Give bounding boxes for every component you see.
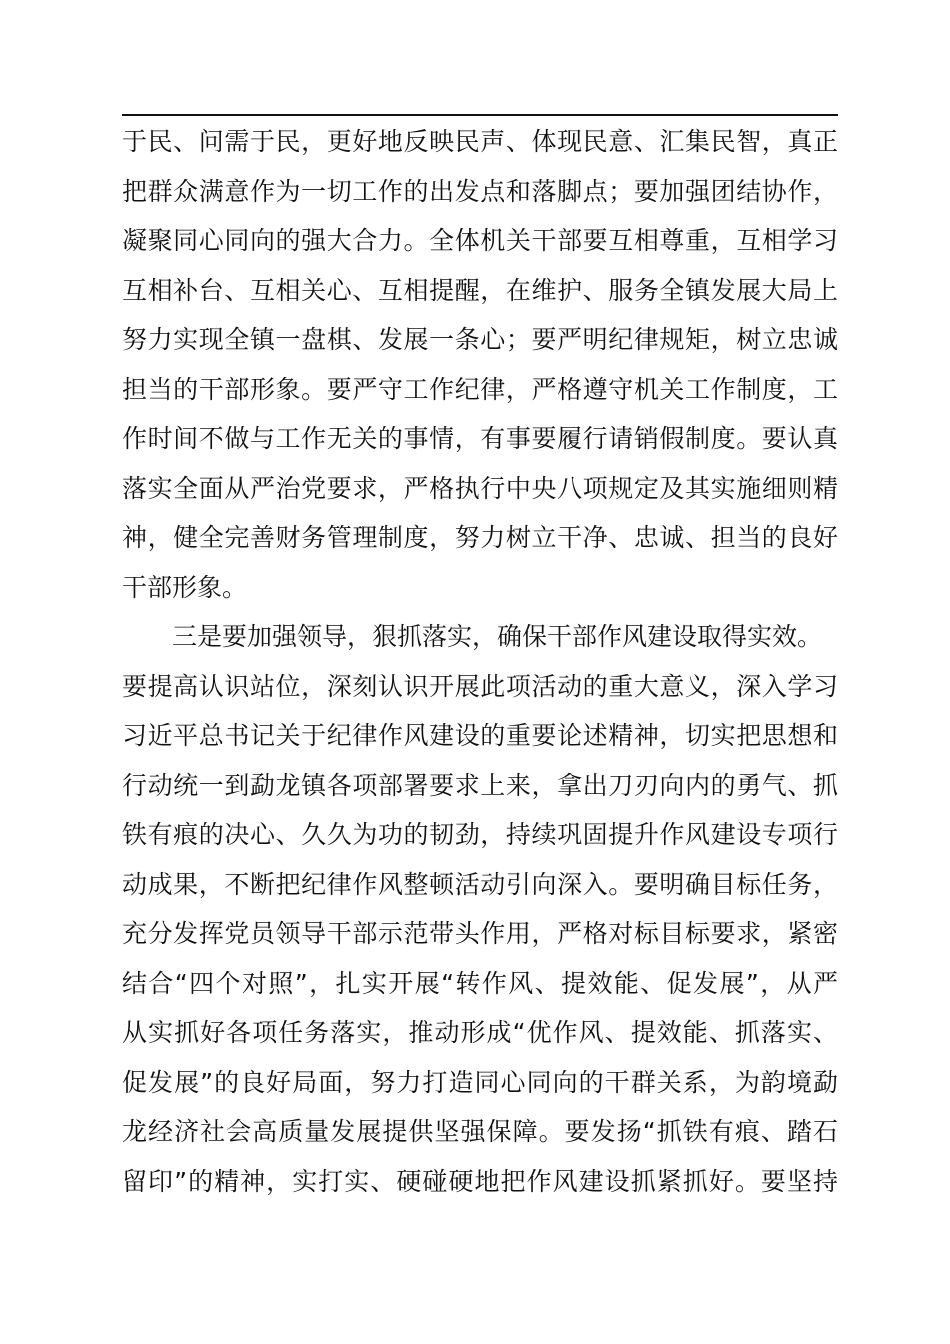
header-rule — [122, 114, 838, 116]
text-line: 要提高认识站位，深刻认识开展此项活动的重大意义，深入学习 — [122, 671, 838, 701]
text-line: 从实抓好各项任务落实，推动形成“优作风、提效能、抓落实、 — [122, 1018, 838, 1047]
text-line: 凝聚同心同向的强大合力。全体机关干部要互相尊重，互相学习 — [122, 226, 838, 255]
text-line: 龙经济社会高质量发展提供坚强保障。要发扬“抓铁有痕、踏石 — [122, 1117, 838, 1146]
text-line: 习近平总书记关于纪律作风建设的重要论述精神，切实把思想和 — [122, 721, 838, 750]
text-line: 互相补台、互相关心、互相提醒，在维护、服务全镇发展大局上 — [122, 275, 838, 305]
text-line: 铁有痕的决心、久久为功的韧劲，持续巩固提升作风建设专项行 — [122, 820, 838, 849]
text-line: 留印”的精神，实打实、硬碰硬地把作风建设抓紧抓好。要坚持 — [122, 1166, 838, 1196]
text-line: 促发展”的良好局面，努力打造同心同向的干群关系，为韵境勐 — [122, 1067, 838, 1097]
text-line: 神，健全完善财务管理制度，努力树立干净、忠诚、担当的良好 — [122, 523, 838, 552]
body-text — [122, 117, 838, 1206]
text-line: 行动统一到勐龙镇各项部署要求上来，拿出刀刃向内的勇气、抓 — [122, 770, 838, 800]
text-line: 动成果，不断把纪律作风整顿活动引向深入。要明确目标任务， — [122, 869, 838, 899]
text-line: 于民、问需于民，更好地反映民声、体现民意、汇集民智，真正 — [122, 127, 838, 156]
text-line: 落实全面从严治党要求，严格执行中央八项规定及其实施细则精 — [122, 473, 838, 503]
text-line: 把群众满意作为一切工作的出发点和落脚点；要加强团结协作， — [122, 176, 838, 206]
text-line: 努力实现全镇一盘棋、发展一条心；要严明纪律规矩，树立忠诚 — [122, 325, 838, 354]
text-line: 担当的干部形象。要严守工作纪律，严格遵守机关工作制度，工 — [122, 374, 838, 404]
text-line: 结合“四个对照”，扎实开展“转作风、提效能、促发展”，从严 — [122, 968, 838, 998]
text-line: 干部形象。 — [122, 572, 248, 602]
section-heading-line: 三是要加强领导，狠抓落实，确保干部作风建设取得实效。 — [172, 622, 823, 651]
text-line: 充分发挥党员领导干部示范带头作用，严格对标目标要求，紧密 — [122, 919, 838, 948]
text-line: 作时间不做与工作无关的事情，有事要履行请销假制度。要认真 — [122, 424, 838, 453]
